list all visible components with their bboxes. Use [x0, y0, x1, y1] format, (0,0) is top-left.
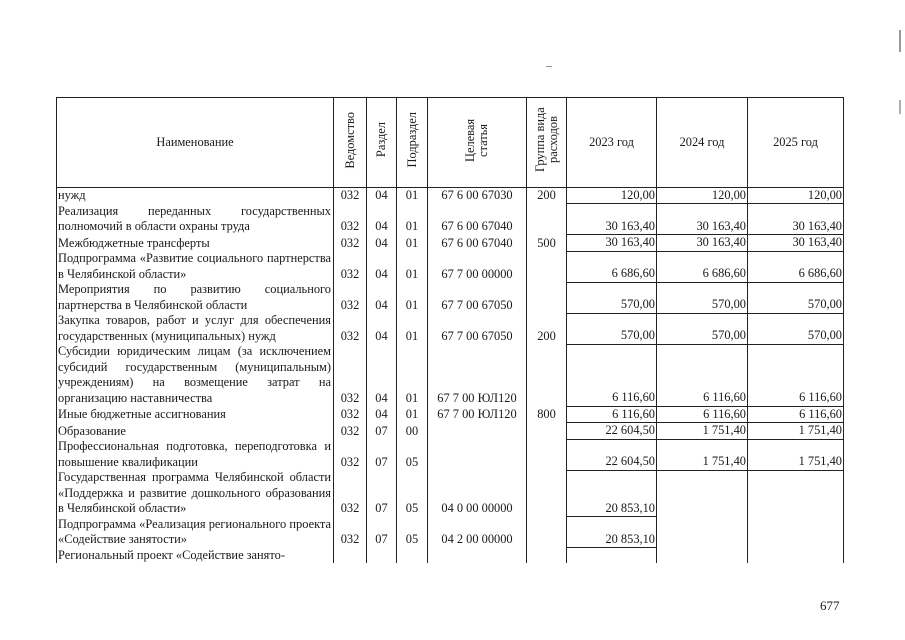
row-section: 04	[367, 313, 397, 344]
row-expense-group	[527, 204, 567, 235]
row-target-article: 67 7 00 67050	[428, 313, 527, 344]
row-target-article	[428, 423, 527, 440]
row-expense-group	[527, 470, 567, 517]
row-section: 04	[367, 187, 397, 204]
table-row	[57, 344, 844, 406]
row-subsection: 01	[397, 235, 428, 252]
row-section: 07	[367, 439, 397, 470]
row-value-2023: 570,00	[567, 313, 657, 344]
scan-speck	[546, 66, 552, 67]
table-row	[57, 204, 844, 235]
row-department: 032	[334, 251, 367, 282]
row-value-2023: 6 686,60	[567, 251, 657, 282]
table-row	[57, 282, 844, 313]
row-name: Межбюджетные трансферты	[57, 235, 334, 252]
row-value-2023: 6 116,60	[567, 344, 657, 406]
row-value-2023: 6 116,60	[567, 406, 657, 423]
row-department	[334, 548, 367, 564]
row-subsection: 01	[397, 406, 428, 423]
row-expense-group	[527, 548, 567, 564]
row-section: 04	[367, 282, 397, 313]
row-name: Субсидии юридическим лицам (за исключением субсидий государственным (муниципальным) учреждениям) на возмещение затрат на организацию наставничества	[57, 344, 334, 406]
row-target-article: 04 2 00 00000	[428, 517, 527, 548]
page-number: 677	[820, 598, 840, 613]
row-value-2024	[657, 470, 748, 517]
row-name: Государственная программа Челябинской области «Поддержка и развитие дошкольного образования в Челябинской области»	[57, 470, 334, 517]
scan-edge-mark	[899, 30, 901, 52]
row-name: Закупка товаров, работ и услуг для обеспечения государственных (муниципальных) нужд	[57, 313, 334, 344]
scan-edge-mark-lower	[899, 100, 901, 114]
row-subsection: 05	[397, 517, 428, 548]
row-expense-group	[527, 251, 567, 282]
row-department: 032	[334, 439, 367, 470]
row-value-2024: 120,00	[657, 187, 748, 204]
row-value-2023: 570,00	[567, 282, 657, 313]
row-name: Подпрограмма «Развитие социального партнерства в Челябинской области»	[57, 251, 334, 282]
row-section: 04	[367, 204, 397, 235]
row-value-2023: 20 853,10	[567, 470, 657, 517]
row-expense-group: 800	[527, 406, 567, 423]
row-value-2023: 120,00	[567, 187, 657, 204]
row-section: 07	[367, 470, 397, 517]
row-section: 04	[367, 406, 397, 423]
table-row	[57, 406, 844, 423]
row-expense-group	[527, 517, 567, 548]
table-row	[57, 235, 844, 252]
row-value-2025: 1 751,40	[748, 423, 844, 440]
row-department: 032	[334, 282, 367, 313]
header-2024: 2024 год	[657, 98, 748, 188]
table-row	[57, 548, 844, 564]
row-department: 032	[334, 470, 367, 517]
table-header-row	[57, 98, 844, 188]
row-name: нужд	[57, 187, 334, 204]
row-section	[367, 548, 397, 564]
row-target-article: 67 7 00 67050	[428, 282, 527, 313]
header-subsection: Подраздел	[397, 98, 428, 188]
row-target-article	[428, 548, 527, 564]
row-department: 032	[334, 423, 367, 440]
row-value-2024: 30 163,40	[657, 235, 748, 252]
row-value-2025: 6 116,60	[748, 344, 844, 406]
row-expense-group	[527, 344, 567, 406]
row-expense-group	[527, 423, 567, 440]
header-2025: 2025 год	[748, 98, 844, 188]
row-subsection: 05	[397, 470, 428, 517]
row-department: 032	[334, 344, 367, 406]
row-value-2024	[657, 548, 748, 564]
row-subsection: 01	[397, 344, 428, 406]
row-target-article: 67 6 00 67030	[428, 187, 527, 204]
row-value-2024: 1 751,40	[657, 423, 748, 440]
row-value-2024: 6 686,60	[657, 251, 748, 282]
row-value-2025: 30 163,40	[748, 235, 844, 252]
row-value-2024: 570,00	[657, 282, 748, 313]
table-row	[57, 313, 844, 344]
table-row	[57, 187, 844, 204]
row-value-2024: 1 751,40	[657, 439, 748, 470]
row-department: 032	[334, 517, 367, 548]
row-value-2024: 6 116,60	[657, 406, 748, 423]
row-subsection: 01	[397, 282, 428, 313]
row-target-article: 67 7 00 00000	[428, 251, 527, 282]
row-subsection: 01	[397, 187, 428, 204]
row-subsection: 05	[397, 439, 428, 470]
row-target-article	[428, 439, 527, 470]
row-value-2023: 20 853,10	[567, 517, 657, 548]
row-department: 032	[334, 235, 367, 252]
row-value-2025: 6 116,60	[748, 406, 844, 423]
row-subsection: 01	[397, 251, 428, 282]
row-value-2023: 22 604,50	[567, 439, 657, 470]
row-value-2023	[567, 548, 657, 564]
row-subsection	[397, 548, 428, 564]
row-value-2023: 22 604,50	[567, 423, 657, 440]
row-name: Профессиональная подготовка, переподготовка и повышение квалификации	[57, 439, 334, 470]
row-value-2025	[748, 517, 844, 548]
row-name: Реализация переданных государственных полномочий в области охраны труда	[57, 204, 334, 235]
row-target-article: 67 7 00 ЮЛ120	[428, 344, 527, 406]
row-expense-group	[527, 282, 567, 313]
table-row	[57, 423, 844, 440]
header-expense-group: Группа вида расходов	[527, 98, 567, 188]
row-expense-group: 200	[527, 187, 567, 204]
row-department: 032	[334, 187, 367, 204]
row-target-article: 67 6 00 67040	[428, 235, 527, 252]
row-expense-group	[527, 439, 567, 470]
table-row	[57, 439, 844, 470]
row-value-2025: 570,00	[748, 313, 844, 344]
row-name: Образование	[57, 423, 334, 440]
row-value-2025: 120,00	[748, 187, 844, 204]
row-name: Иные бюджетные ассигнования	[57, 406, 334, 423]
row-target-article: 04 0 00 00000	[428, 470, 527, 517]
header-section: Раздел	[367, 98, 397, 188]
header-name: Наименование	[57, 98, 334, 188]
table-row	[57, 470, 844, 517]
row-value-2023: 30 163,40	[567, 235, 657, 252]
row-subsection: 00	[397, 423, 428, 440]
row-value-2025	[748, 548, 844, 564]
row-subsection: 01	[397, 204, 428, 235]
row-name: Региональный проект «Содействие занято-	[57, 548, 334, 564]
row-expense-group: 500	[527, 235, 567, 252]
row-section: 07	[367, 517, 397, 548]
row-value-2023: 30 163,40	[567, 204, 657, 235]
row-department: 032	[334, 313, 367, 344]
row-value-2024	[657, 517, 748, 548]
table-row	[57, 251, 844, 282]
row-section: 07	[367, 423, 397, 440]
row-expense-group: 200	[527, 313, 567, 344]
row-value-2025: 30 163,40	[748, 204, 844, 235]
row-target-article: 67 7 00 ЮЛ120	[428, 406, 527, 423]
row-section: 04	[367, 344, 397, 406]
header-2023: 2023 год	[567, 98, 657, 188]
row-department: 032	[334, 406, 367, 423]
row-value-2025: 1 751,40	[748, 439, 844, 470]
header-target-article: Целевая статья	[428, 98, 527, 188]
row-value-2025: 570,00	[748, 282, 844, 313]
row-section: 04	[367, 251, 397, 282]
row-value-2025: 6 686,60	[748, 251, 844, 282]
row-name: Мероприятия по развитию социального партнерства в Челябинской области	[57, 282, 334, 313]
header-department: Ведомство	[334, 98, 367, 188]
row-department: 032	[334, 204, 367, 235]
row-target-article: 67 6 00 67040	[428, 204, 527, 235]
row-value-2025	[748, 470, 844, 517]
row-section: 04	[367, 235, 397, 252]
row-value-2024: 30 163,40	[657, 204, 748, 235]
table-row	[57, 517, 844, 548]
row-subsection: 01	[397, 313, 428, 344]
budget-table	[56, 97, 844, 563]
row-value-2024: 6 116,60	[657, 344, 748, 406]
row-name: Подпрограмма «Реализация регионального проекта «Содействие занятости»	[57, 517, 334, 548]
row-value-2024: 570,00	[657, 313, 748, 344]
